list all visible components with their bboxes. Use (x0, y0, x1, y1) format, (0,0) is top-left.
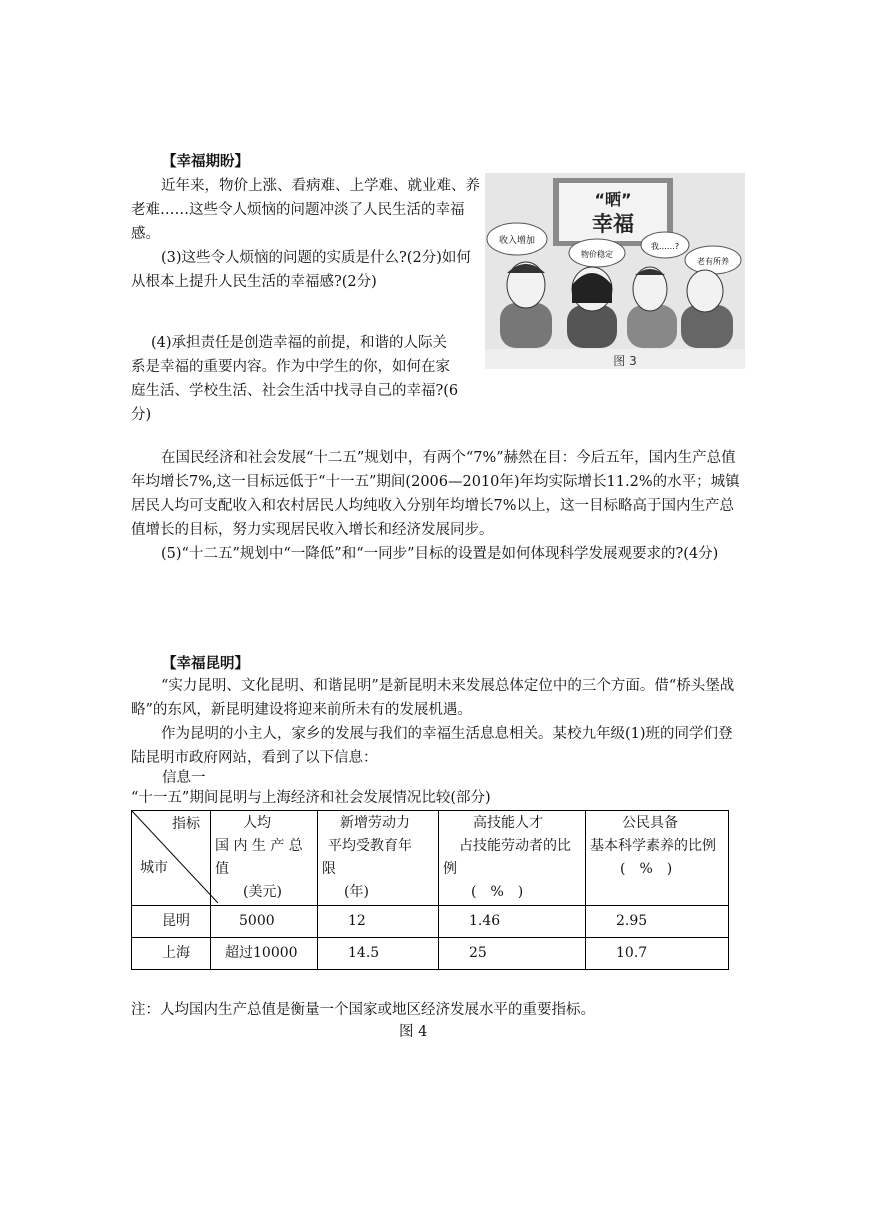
value-cell: 25 (439, 938, 586, 970)
value-cell: 12 (318, 906, 439, 938)
cartoon-illustration (485, 173, 745, 369)
kunming-paragraph-2: 作为昆明的小主人，家乡的发展与我们的幸福生活息息相关。某校九年级(1)班的同学们登陆昆明市政府网站，看到了以下信息： (131, 726, 733, 766)
city-cell: 昆明 (132, 906, 211, 938)
header-gdp: 人均 国 内 生 产 总 值 (美元) (211, 811, 318, 906)
value-cell: 10.7 (586, 938, 729, 970)
sign-line-1: “晒” (594, 190, 632, 209)
table-note: 注：人均国内生产总值是衡量一个国家或地区经济发展水平的重要指标。 (131, 1002, 595, 1018)
value-cell: 5000 (211, 906, 318, 938)
corner-city-label: 城市 (140, 860, 168, 876)
figure-3-cartoon (485, 173, 745, 369)
kunming-paragraph-1: “实力昆明、文化昆明、和谐昆明”是新昆明未来发展总体定位中的三个方面。借“桥头堡战略”的东风，新昆明建设将迎来前所未有的发展机遇。 (131, 678, 735, 718)
city-cell: 上海 (132, 938, 211, 970)
value-cell: 超过10000 (211, 938, 318, 970)
comparison-table (131, 810, 729, 970)
table-row (132, 938, 729, 970)
value-cell: 2.95 (586, 906, 729, 938)
question-5: (5)“十二五”规划中“一降低”和“一同步”目标的设置是如何体现科学发展观要求的?(4分) (161, 546, 719, 562)
value-cell: 14.5 (318, 938, 439, 970)
info-label: 信息一 (162, 770, 206, 786)
figure-3-caption: 图 3 (613, 354, 637, 368)
bubble-4: 老有所养 (697, 257, 729, 266)
bubble-2: 物价稳定 (581, 250, 613, 259)
question-4-text: (4)承担责任是创造幸福的前提，和谐的人际关系是幸福的重要内容。作为中学生的你，如何在家庭生活、学校生活、社会生活中找寻自己的幸福?(6分) (131, 335, 459, 423)
table-title: “十一五”期间昆明与上海经济和社会发展情况比较(部分) (131, 790, 491, 806)
bubble-3: 我……? (650, 242, 680, 251)
header-science-literacy: 公民具备 基本科学素养的比例 ( % ) (586, 811, 729, 906)
corner-indicator-label: 指标 (172, 816, 200, 832)
plan-paragraph: 在国民经济和社会发展“十二五”规划中，有两个“7%”赫然在目：今后五年，国内生产总值年均增长7%,这一目标远低于“十一五”期间(2006—2010年)年均实际增长11.2%的水平；城镇居民人均可支配收入和农村居民人均纯收入分别年均增长7%以上，这一目标略高于国内生产总值增长的目标，努力实现居民收入增长和经济发展同步。 (131, 450, 740, 538)
person-2 (567, 267, 617, 348)
section-heading-happiness-hope: 【幸福期盼】 (162, 153, 249, 170)
table-header-row (132, 811, 729, 906)
bubble-1: 收入增加 (498, 236, 536, 246)
header-education: 新增劳动力 平均受教育年 限 (年) (318, 811, 439, 906)
sign-line-2: 幸福 (592, 212, 634, 236)
value-cell: 1.46 (439, 906, 586, 938)
table-corner-cell (132, 811, 211, 906)
table-row (132, 906, 729, 938)
intro-paragraph: 近年来，物价上涨、看病难、上学难、就业难、养老难……这些令人烦恼的问题冲淡了人民生活的幸福感。 (131, 178, 480, 242)
figure-4-caption: 图 4 (399, 1024, 428, 1040)
section-heading-happy-kunming: 【幸福昆明】 (162, 655, 249, 672)
question-3: (3)这些令人烦恼的问题的实质是什么?(2分)如何从根本上提升人民生活的幸福感?(2分) (131, 250, 471, 290)
header-skilled-talent: 高技能人才 占技能劳动者的比 例 ( % ) (439, 811, 586, 906)
